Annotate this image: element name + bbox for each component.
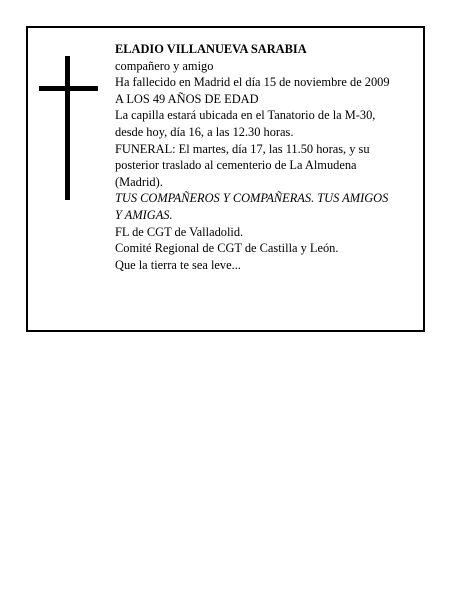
signatory-line-1: FL de CGT de Valladolid.	[115, 224, 244, 239]
closing-line: Que la tierra te sea leve...	[115, 257, 241, 272]
chapel-line-1: La capilla estará ubicada en el Tanatorio de la M-30,	[115, 108, 376, 123]
funeral-line-2: posterior traslado al cementerio de La Almudena	[115, 158, 357, 173]
signatory-line-2: Comité Regional de CGT de Castilla y León.	[115, 241, 339, 256]
latin-cross-icon	[39, 56, 99, 200]
funeral-line-1: FUNERAL: El martes, día 17, las 11.50 horas, y su	[115, 141, 370, 156]
funeral-line-3: (Madrid).	[115, 174, 163, 189]
obituary-text	[115, 41, 420, 273]
death-announcement: Ha fallecido en Madrid el día 15 de noviembre de 2009	[115, 75, 390, 90]
tribute-line-1: TUS COMPAÑEROS Y COMPAÑERAS. TUS AMIGOS	[115, 191, 389, 206]
relationship-line: compañero y amigo	[115, 58, 214, 73]
age-line: A LOS 49 AÑOS DE EDAD	[115, 91, 259, 106]
deceased-name: ELADIO VILLANUEVA SARABIA	[115, 42, 307, 56]
cross-horizontal-bar	[39, 86, 98, 91]
tribute-line-2: Y AMIGAS.	[115, 207, 173, 222]
obituary-notice	[26, 26, 425, 332]
chapel-line-2: desde hoy, día 16, a las 12.30 horas.	[115, 124, 294, 139]
cross-vertical-bar	[65, 56, 70, 200]
